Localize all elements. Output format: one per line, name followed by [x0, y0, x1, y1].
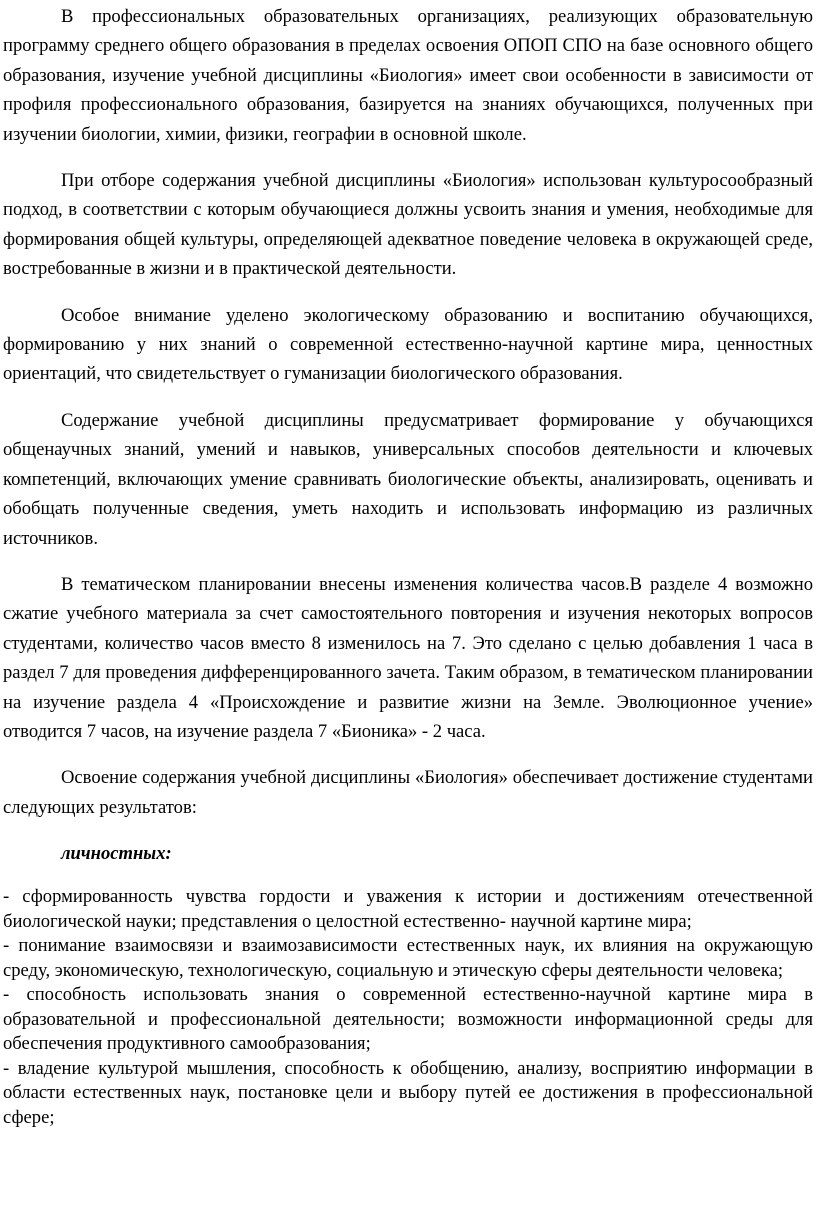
- list-item: - сформированность чувства гордости и уважения к истории и достижениям отечественной биологической науки; представления о целостной естественно- научной картине мира;: [3, 886, 813, 932]
- paragraph-intro: В профессиональных образовательных организациях, реализующих образовательную программу среднего общего образования в пределах освоения ОПОП СПО на базе основного общего образования, изучение учебной дисциплины «Биология» имеет свои особенности в зависимости от профиля профессионального образования, базируется на знаниях обучающихся, полученных при изучении биологии, химии, физики, географии в основной школе.: [3, 6, 813, 145]
- paragraph-results-intro: Освоение содержания учебной дисциплины «Биология» обеспечивает достижение студентами следующих результатов:: [3, 767, 813, 818]
- list-item: - понимание взаимосвязи и взаимозависимости естественных наук, их влияния на окружающую среду, экономическую, технологическую, социальную и этическую сферы деятельности человека;: [3, 935, 813, 981]
- paragraph-content-selection: При отборе содержания учебной дисциплины «Биология» использован культуросообразный подход, в соответствии с которым обучающиеся должны усвоить знания и умения, необходимые для формирования общей культуры, определяющей адекватное поведение человека в окружающей среде, востребованные в жизни и в практической деятельности.: [3, 170, 813, 280]
- results-list: [3, 885, 813, 1130]
- list-item: - способность использовать знания о современной естественно-научной картине мира в образовательной и профессиональной деятельности; возможности информационной среды для обеспечения продуктивного самообразования;: [3, 984, 813, 1055]
- paragraph-competencies: Содержание учебной дисциплины предусматривает формирование у обучающихся общенаучных знаний, умений и навыков, универсальных способов деятельности и ключевых компетенций, включающих умение сравнивать биологические объекты, анализировать, оценивать и обобщать полученные сведения, уметь находить и использовать информацию из различных источников.: [3, 409, 813, 549]
- paragraph-ecology: Особое внимание уделено экологическому образованию и воспитанию обучающихся, формированию у них знаний о современной естественно-научной картине мира, ценностных ориентаций, что свидетельствует о гуманизации биологического образования.: [3, 304, 813, 385]
- subheading-personal: личностных:: [61, 843, 172, 865]
- paragraph-planning-changes: В тематическом планировании внесены изменения количества часов.В разделе 4 возможно сжатие учебного материала за счет самостоятельного повторения и изучения некоторых вопросов студентами, количество часов вместо 8 изменилось на 7. Это сделано с целью добавления 1 часа в раздел 7 для проведения дифференцированного зачета. Таким образом, в тематическом планировании на изучение раздела 4 «Происхождение и развитие жизни на Земле. Эволюционное учение» отводится 7 часов, на изучение раздела 7 «Бионика» - 2 часа.: [3, 573, 813, 742]
- list-item: - владение культурой мышления, способность к обобщению, анализу, восприятию информации в области естественных наук, постановке цели и выбору путей ее достижения в профессиональной сфере;: [3, 1057, 813, 1128]
